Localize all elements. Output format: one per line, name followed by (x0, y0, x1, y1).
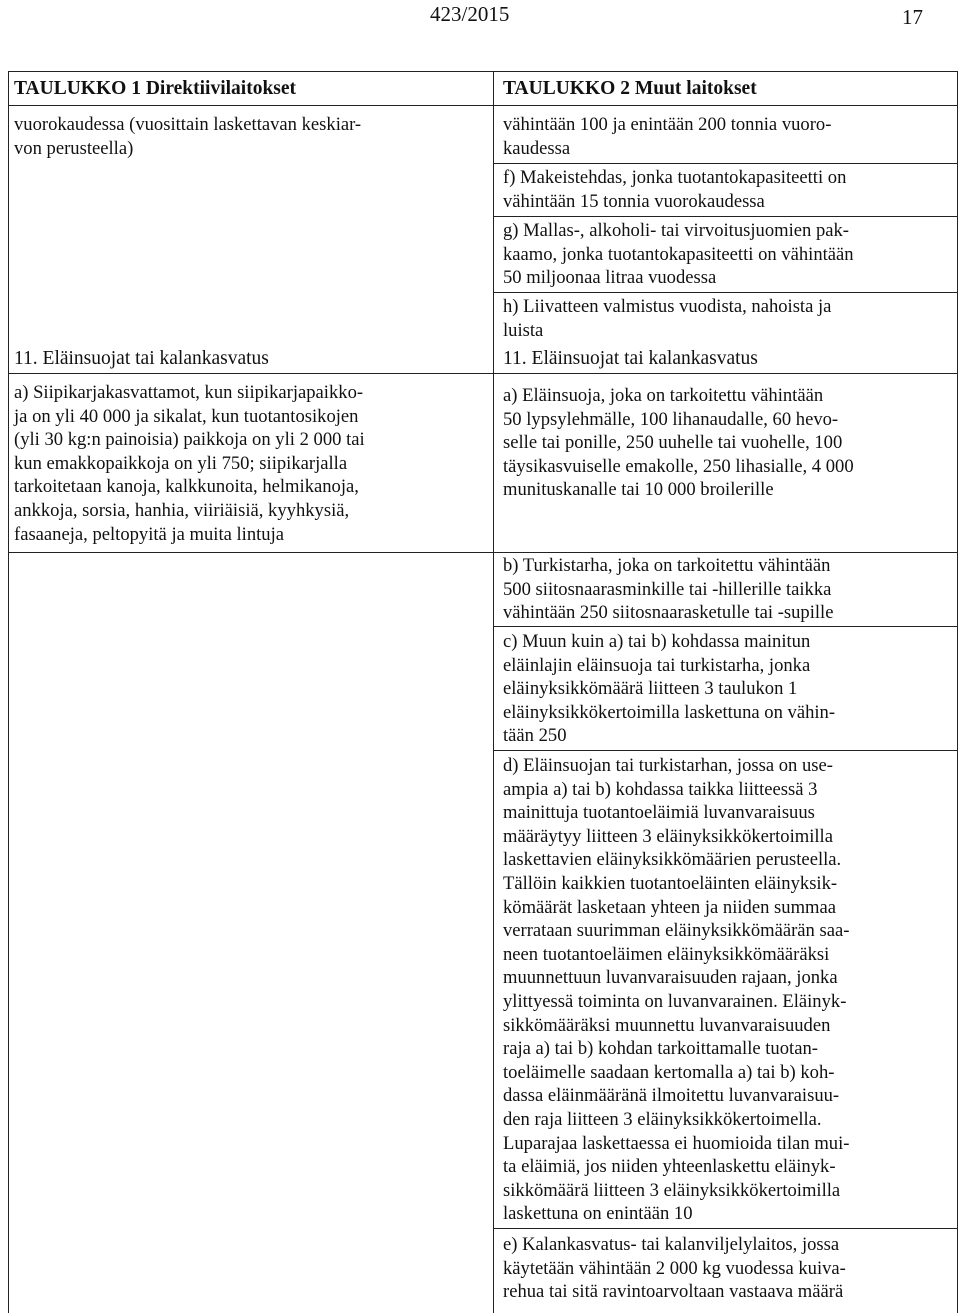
page-header (0, 0, 960, 40)
right-item-b: b) Turkistarha, joka on tarkoitettu vähintään 500 siitosnaarasminkille tai -hillerille taikka vähintään 250 siitosnaarasketulle tai -supille (503, 555, 834, 624)
rule-left-section (8, 373, 493, 374)
statute-number: 423/2015 (430, 2, 510, 26)
left-table-heading: TAULUKKO 1 Direktiivilaitokset (14, 78, 297, 99)
rule-right-heading (493, 105, 958, 106)
right-row-h: h) Liivatteen valmistus vuodista, nahoista ja luista (503, 296, 832, 341)
rule-left-heading (8, 105, 493, 106)
rule-right-row1 (493, 163, 958, 164)
right-item-c: c) Muun kuin a) tai b) kohdassa mainitun eläinlajin eläinsuoja tai turkistarha, jonka eläinyksikkömäärä liitteen 3 taulukon 1 eläinyksikkökertoimilla laskettuna on vähin- tään 250 (503, 631, 836, 747)
rule-right-section (493, 373, 958, 374)
right-item-d: d) Eläinsuojan tai turkistarhan, jossa on use- ampia a) tai b) kohdassa taikka liitteessä 3 mainittuja tuotantoeläimiä luvanvaraisuus määräytyy liitteen 3 eläinyksikkökertoimilla laskettavien eläinyksikkömäärien perusteella. Tällöin kaikkien tuotantoeläinten eläinyksik- kömäärät lasketaan yhteen ja niiden summaa verrataan suurimman eläinyksikkömäärän saa- neen tuotantoeläimen eläinyksikkömääräksi muunnettuun luvanvaraisuuden rajaan, jonka ylittyessä toiminta on luvanvarainen. Eläinyk- sikkömääräksi muunnettu luvanvaraisuuden raja a) tai b) kohdan tarkoittamalle tuotan- toeläimelle saadaan kertomalla a) tai b) koh- dassa eläinmääränä ilmoitettu luvanvaraisuu- den raja liitteen 3 eläinyksikkökertoimella. Luparajaa laskettaessa ei huomioida tilan mui- ta eläimiä, jos niiden yhteenlaskettu eläinyk- sikkömäärä liitteen 3 eläinyksikkökertoimilla laskettuna on enintään 10 (503, 755, 850, 1225)
rule-right-row2 (493, 216, 958, 217)
rule-right-item-c (493, 750, 958, 751)
right-row-capacity: vähintään 100 ja enintään 200 tonnia vuoro- kaudessa (503, 114, 832, 159)
page-number: 17 (902, 5, 923, 29)
right-row-f: f) Makeistehdas, jonka tuotantokapasiteetti on vähintään 15 tonnia vuorokaudessa (503, 167, 847, 212)
column-divider (493, 71, 494, 1313)
rule-right-item-b (493, 626, 958, 627)
right-section-heading: 11. Eläinsuojat tai kalankasvatus (503, 348, 758, 369)
left-item-a: a) Siipikarjakasvattamot, kun siipikarjapaikko- ja on yli 40 000 ja sikalat, kun tuotantosikojen (yli 30 kg:n painoisia) paikkoja on yli 2 000 tai kun emakkopaikkoja on yli 750; siipikarjalla tarkoitetaan kanoja, kalkkunoita, helmikanoja, ankkoja, sorsia, hanhia, viiriäisiä, kyyhkysiä, fasaaneja, peltopyitä ja muita lintuja (14, 382, 365, 545)
rule-right-item-d (493, 1228, 958, 1229)
right-row-g: g) Mallas-, alkoholi- tai virvoitusjuomien pak- kaamo, jonka tuotantokapasiteetti on vähintään 50 miljoonaa litraa vuodessa (503, 220, 854, 289)
left-section-heading: 11. Eläinsuojat tai kalankasvatus (14, 348, 269, 369)
right-table-heading: TAULUKKO 2 Muut laitokset (503, 78, 757, 99)
rule-right-row3 (493, 292, 958, 293)
rule-left-item-a (8, 552, 493, 553)
rule-right-item-a (493, 552, 958, 553)
right-item-a: a) Eläinsuoja, joka on tarkoitettu vähintään 50 lypsylehmälle, 100 lihanaudalle, 60 hevo- selle tai ponille, 250 uuhelle tai vuohelle, 100 täysikasvuiselle emakolle, 250 lihasialle, 4 000 munituskanalle tai 10 000 broilerille (503, 385, 854, 501)
right-item-e: e) Kalankasvatus- tai kalanviljelylaitos, jossa käytetään vähintään 2 000 kg vuodessa kuiva- rehua tai sitä ravintoarvoltaan vastaava määrä (503, 1234, 846, 1303)
left-top-text: vuorokaudessa (vuosittain laskettavan keskiar- von perusteella) (14, 114, 362, 159)
